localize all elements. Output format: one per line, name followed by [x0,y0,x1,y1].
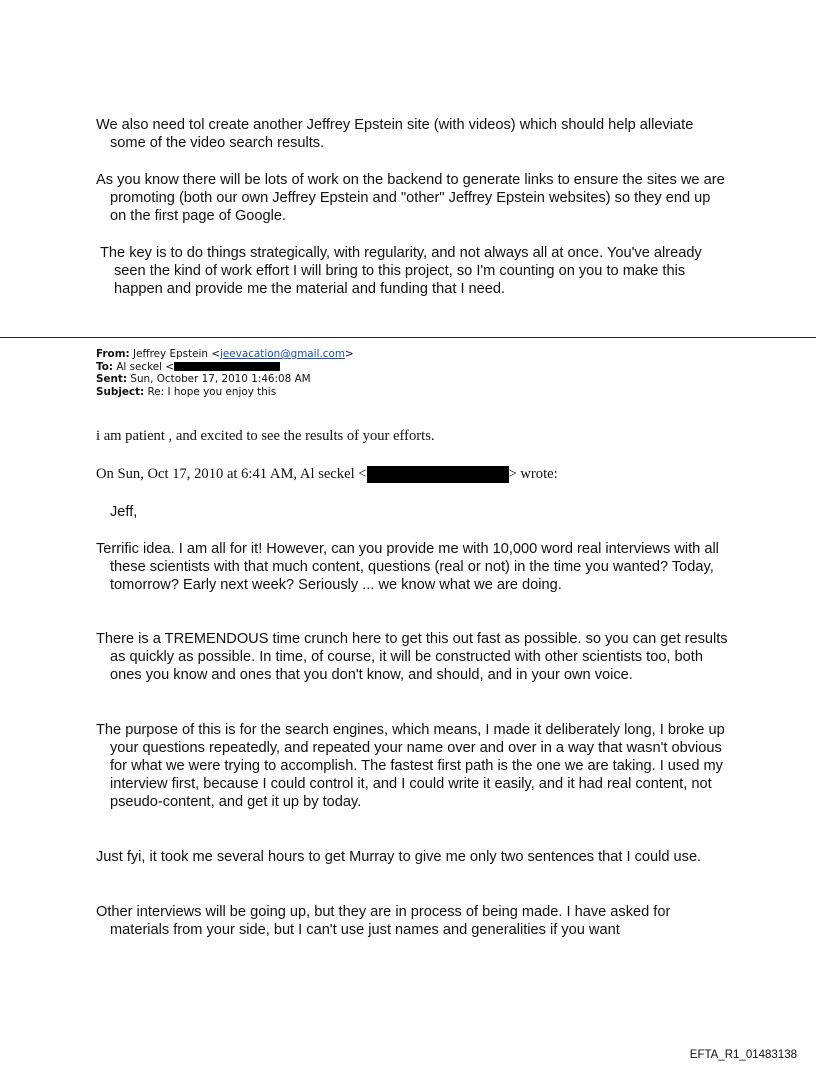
subject-label: Subject: [96,385,145,398]
footer-document-id: EFTA_R1_01483138 [689,1049,797,1061]
from-label: From: [96,348,130,360]
quote-intro-before: On Sun, Oct 17, 2010 at 6:41 AM, Al seckel < [96,466,367,482]
subject-value: Re: I hope you enjoy this [147,385,277,398]
paragraph-other-interviews: Other interviews will be going up, but they are in process of being made. I have asked for materials from your side, but I can't use just names and generalities if you want [96,904,671,938]
quote-intro [96,465,558,483]
sent-value: Sun, October 17, 2010 1:46:08 AM [130,373,311,385]
email-header [96,348,696,398]
to-value: Al seckel < [116,360,175,373]
redaction-box [174,362,280,371]
from-name: Jeffrey Epstein < [133,348,221,360]
email-divider [0,337,816,338]
header-from [96,348,696,361]
paragraph-backend-links: As you know there will be lots of work on the backend to generate links to ensure the sites we are promoting (both our own Jeffrey Epstein and "other" Jeffrey Epstein websites) so they end up on the first page of Google. [96,172,725,224]
header-subject [96,386,696,399]
greeting: Jeff, [110,504,138,520]
paragraph-strategy: The key is to do things strategically, with regularity, and not always all at once. You've already seen the kind of work effort I will bring to this project, so I'm counting on you to make this happen and provide me the material and funding that I need. [100,245,702,297]
from-email-link[interactable]: jeevacation@gmail.com [220,348,345,360]
header-to [96,361,696,374]
header-sent [96,373,696,386]
from-close: > [344,348,354,360]
paragraph-time-crunch: There is a TREMENDOUS time crunch here to get this out fast as possible. so you can get results as quickly as possible. In time, of course, it will be constructed with other scientists too, both ones you know and ones that you don't know, and should, and in your own voice. [96,631,728,683]
paragraph-search-engines: The purpose of this is for the search engines, which means, I made it deliberately long, I broke up your questions repeatedly, and repeated your name over and over in a way that wasn't obvious for what we were trying to accomplish. The fastest first path is the one we are taking. I used my interview first, because I could control it, and I could write it easily, and it had real content, not pseudo-content, and get it up by today. [96,722,725,810]
paragraph-murray: Just fyi, it took me several hours to get Murray to give me only two sentences that I could use. [96,849,702,865]
to-label: To: [96,360,114,373]
paragraph-terrific-idea: Terrific idea. I am all for it! However, can you provide me with 10,000 word real interviews with all these scientists with that much content, questions (real or not) in the time you wanted? Today, tomorrow? Early next week? Seriously ... we know what we are doing. [96,541,719,593]
sent-label: Sent: [96,373,128,385]
redaction-box-email [367,466,509,483]
quote-intro-after: > wrote: [508,466,558,482]
paragraph-new-site: We also need tol create another Jeffrey Epstein site (with videos) which should help alleviate some of the video search results. [96,117,694,151]
reply-line: i am patient , and excited to see the results of your efforts. [96,428,435,444]
